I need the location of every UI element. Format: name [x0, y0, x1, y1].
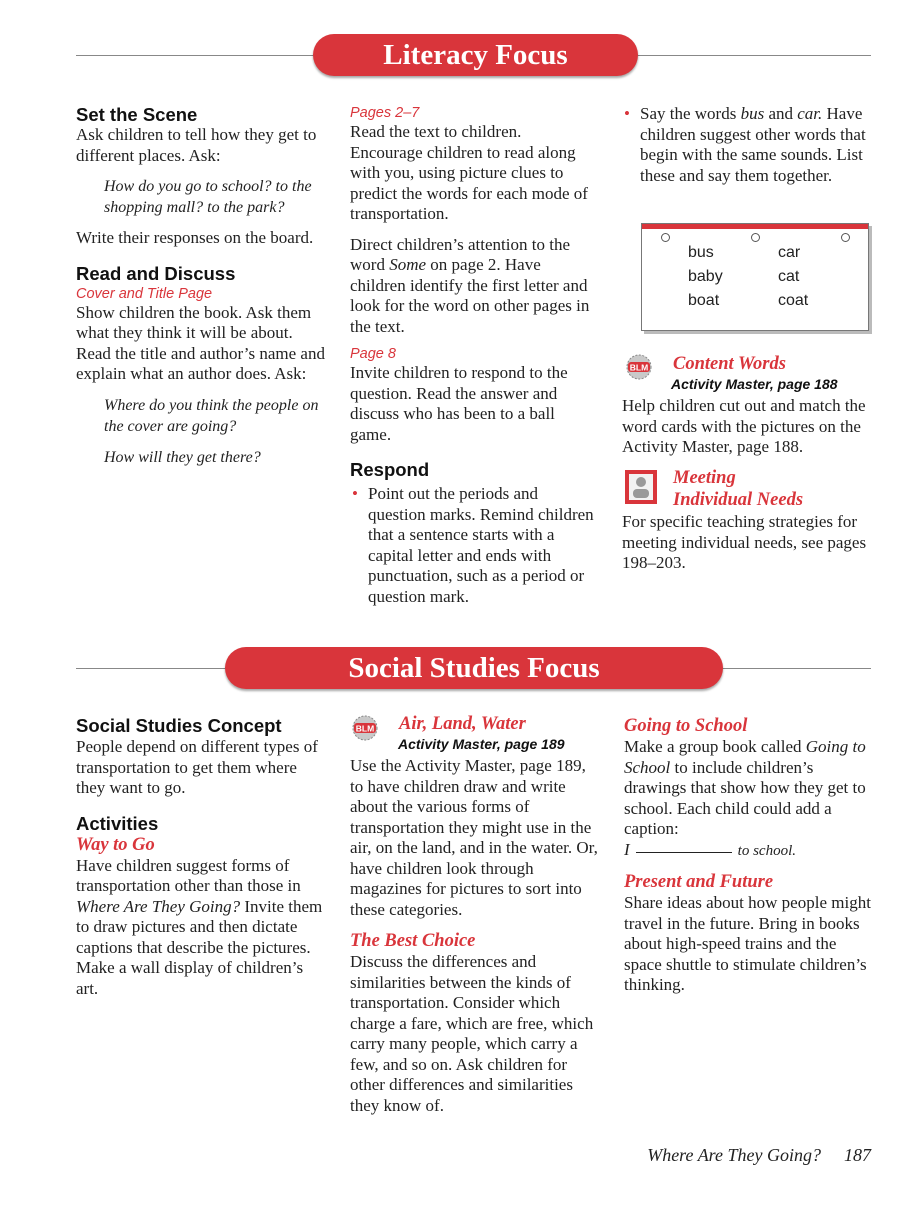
social-column-1	[76, 715, 328, 999]
page-8-subheading: Page 8	[350, 346, 396, 362]
meeting-needs-text: For specific teaching strategies for meeting individual needs, see pages 198–203.	[622, 512, 867, 572]
word-baby: baby	[688, 268, 723, 285]
chart-hole-icon	[661, 233, 670, 242]
literacy-column-2	[350, 104, 595, 607]
chart-hole-icon	[841, 233, 850, 242]
caption-blank	[636, 852, 732, 853]
footer-book-title: Where Are They Going?	[647, 1145, 821, 1165]
word-bus: bus	[688, 244, 714, 261]
chart-hole-icon	[751, 233, 760, 242]
social-studies-concept-heading: Social Studies Concept	[76, 715, 282, 736]
cover-title-page-text: Show children the book. Ask them what they think it will be about. Read the title and author’s name and explain what an author does. Ask:	[76, 302, 325, 383]
set-the-scene-question: How do you go to school? to the shopping mall? to the park?	[104, 178, 312, 216]
word-boat: boat	[688, 292, 720, 309]
individual-needs-icon	[624, 469, 658, 505]
blm-icon	[624, 352, 654, 380]
bus-car-bullet: • Say the words bus and car. Have children suggest other words that begin with the same sounds. List these and say them together.	[624, 104, 866, 185]
social-studies-focus-banner	[225, 647, 723, 689]
question-how-get-there: How will they get there?	[104, 448, 261, 466]
social-column-2	[350, 756, 598, 1116]
word-some: Some	[389, 255, 427, 274]
word-cat: cat	[778, 268, 800, 285]
air-land-water-text: Use the Activity Master, page 189, to have children draw and write about the various forms of transportation they might use in the air, on the land, and in the water. Or, have children look through magazines for pictures to sort into these categories.	[350, 756, 598, 919]
direct-attention-text: Direct children’s attention to the word Some on page 2. Have children identify the first letter and look for the word on other pages in the text.	[350, 234, 590, 336]
respond-heading: Respond	[350, 459, 430, 480]
best-choice-title: The Best Choice	[350, 931, 476, 951]
way-to-go-text: Have children suggest forms of transportation other than those in Where Are They Going? Invite them to draw pictures and then dictate captions that describe the pictures. Make a wall display of children’s art.	[76, 855, 323, 998]
air-land-water-subheading: Activity Master, page 189	[398, 736, 565, 752]
literacy-column-1	[76, 104, 328, 468]
respond-bullet: • Point out the periods and question marks. Remind children that a sentence starts with a capital letter and ends with punctuation, such as a period or question mark.	[352, 484, 594, 606]
top-rule-left	[76, 55, 316, 56]
social-studies-concept-text: People depend on different types of transportation to get them where they want to go.	[76, 737, 318, 797]
meeting-needs-title-line1: Meeting	[673, 468, 736, 488]
page-number: 187	[844, 1145, 871, 1165]
page-8-text: Invite children to respond to the question. Read the answer and discuss who has been to a ball game.	[350, 363, 568, 444]
question-where-going: Where do you think the people on the cover are going?	[104, 396, 319, 435]
word-car: car	[778, 244, 801, 261]
literacy-focus-title: Literacy Focus	[383, 39, 568, 71]
middle-rule-right	[720, 668, 871, 669]
best-choice-text: Discuss the differences and similarities between the kinds of transportation. Consider which charge a fare, which are free, which carry many people, which carry a few, and so on. Ask children for other differences and similarities they know of.	[350, 952, 594, 1115]
read-and-discuss-heading: Read and Discuss	[76, 262, 236, 284]
top-rule-right	[636, 55, 871, 56]
social-column-3	[624, 715, 874, 996]
literacy-focus-banner	[313, 34, 638, 76]
going-to-school-text: Make a group book called Going to School to include children’s drawings that show how they get to school. Each child could add a caption:	[624, 737, 866, 838]
present-future-title: Present and Future	[624, 872, 774, 892]
content-words-text: Help children cut out and match the word cards with the pictures on the Activity Master, page 188.	[622, 396, 866, 456]
caption-line: I to school.	[624, 839, 797, 859]
air-land-water-title: Air, Land, Water	[399, 714, 526, 734]
literacy-column-3	[622, 104, 874, 186]
word-coat: coat	[778, 292, 809, 309]
middle-rule-left	[76, 668, 228, 669]
set-the-scene-after: Write their responses on the board.	[76, 228, 314, 247]
content-words-subheading: Activity Master, page 188	[671, 376, 838, 392]
set-the-scene-heading: Set the Scene	[76, 104, 198, 125]
social-studies-focus-title: Social Studies Focus	[348, 652, 600, 684]
activities-heading: Activities	[76, 812, 159, 834]
going-to-school-title: Going to School	[624, 716, 748, 736]
blm-label: BLM	[355, 723, 375, 734]
bullet-icon: •	[352, 484, 358, 503]
blm-label: BLM	[629, 362, 649, 373]
meeting-needs-title-line2: Individual Needs	[673, 490, 804, 510]
cover-title-page-subheading: Cover and Title Page	[76, 285, 213, 302]
set-the-scene-text: Ask children to tell how they get to different places. Ask:	[76, 125, 317, 165]
chart-top-bar	[642, 224, 868, 229]
pages-2-7-subheading: Pages 2–7	[350, 105, 420, 121]
word-chart	[641, 223, 869, 331]
blm-icon	[350, 713, 380, 741]
way-to-go-title: Way to Go	[76, 834, 155, 855]
content-words-title: Content Words	[673, 354, 786, 374]
bullet-icon: •	[624, 104, 630, 123]
page-footer	[647, 1145, 871, 1166]
pages-2-7-text: Read the text to children. Encourage children to read along with you, using picture clues to predict the words for each mode of transportation.	[350, 122, 588, 223]
present-future-text: Share ideas about how people might travel in the future. Bring in books about high-speed trains and the space shuttle to stimulate children’s thinking.	[624, 893, 871, 994]
